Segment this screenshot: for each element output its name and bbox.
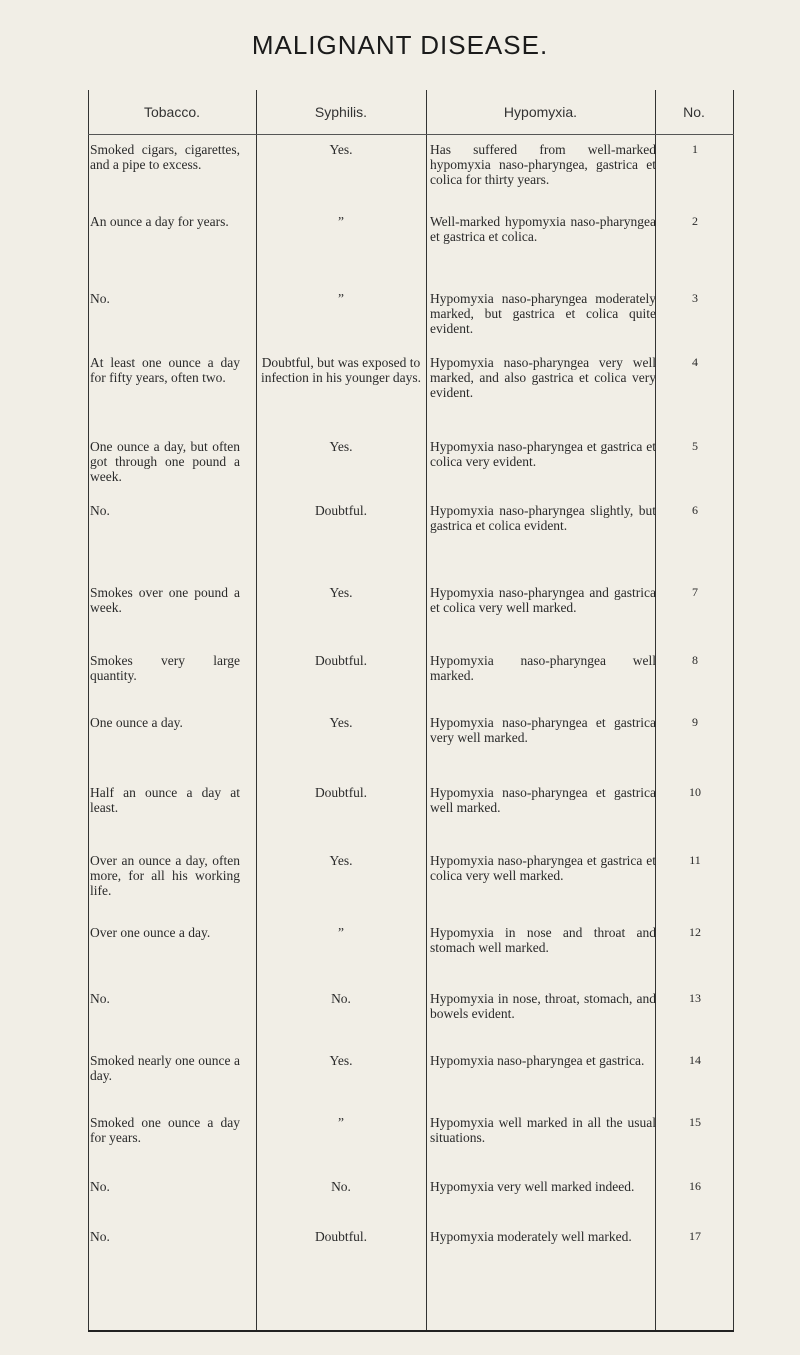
cell-syphilis: Doubtful. xyxy=(314,503,368,518)
cell-tobacco: Smoked one ounce a day for years. xyxy=(90,1115,240,1145)
header-rule xyxy=(88,134,734,135)
cell-tobacco: No. xyxy=(90,1229,110,1244)
cell-tobacco: At least one ounce a day for fifty years, often two. xyxy=(90,355,240,385)
cell-case-number: 16 xyxy=(689,1179,701,1193)
cell-syphilis: ” xyxy=(338,1115,344,1130)
cell-case-number: 15 xyxy=(689,1115,701,1129)
cell-case-number: 6 xyxy=(692,503,698,517)
cell-hypomyxia: Hypomyxia in nose and throat and stomach well marked. xyxy=(430,925,656,955)
cell-tobacco: No. xyxy=(90,1179,110,1194)
cell-tobacco: One ounce a day. xyxy=(90,715,183,730)
cell-tobacco: One ounce a day, but often got through one pound a week. xyxy=(90,439,240,484)
cell-hypomyxia: Has suffered from well-marked hypomyxia naso-pharyngea, gastrica et colica for thirty years. xyxy=(430,142,656,187)
cell-tobacco: Over an ounce a day, often more, for all his working life. xyxy=(90,853,240,898)
cell-tobacco: Smoked nearly one ounce a day. xyxy=(90,1053,240,1083)
cell-syphilis: Doubtful. xyxy=(314,785,368,800)
cell-syphilis: Yes. xyxy=(329,1053,353,1068)
cell-hypomyxia: Hypomyxia naso-pharyngea slightly, but gastrica et colica evident. xyxy=(430,503,656,533)
page-title: MALIGNANT DISEASE. xyxy=(251,30,549,60)
cell-syphilis: Yes. xyxy=(329,439,353,454)
bottom-rule xyxy=(88,1330,734,1332)
cell-syphilis: ” xyxy=(338,291,344,306)
cell-case-number: 12 xyxy=(689,925,701,939)
cell-hypomyxia: Hypomyxia naso-pharyngea et gastrica. xyxy=(430,1053,645,1068)
cell-case-number: 4 xyxy=(692,355,698,369)
cell-case-number: 1 xyxy=(692,142,698,156)
cell-case-number: 11 xyxy=(689,853,701,867)
header-no: No. xyxy=(683,104,705,120)
cell-case-number: 3 xyxy=(692,291,698,305)
column-divider xyxy=(256,90,257,1330)
cell-case-number: 8 xyxy=(692,653,698,667)
cell-hypomyxia: Hypomyxia naso-pharyngea et gastrica et colica very well marked. xyxy=(430,853,656,883)
cell-hypomyxia: Hypomyxia moderately well marked. xyxy=(430,1229,632,1244)
cell-hypomyxia: Hypomyxia well marked in all the usual situations. xyxy=(430,1115,656,1145)
header-syphilis: Syphilis. xyxy=(314,104,368,120)
smoking-syphilis-hypomyxia-table xyxy=(88,90,734,1332)
cell-tobacco: No. xyxy=(90,991,110,1006)
cell-tobacco: Half an ounce a day at least. xyxy=(90,785,240,815)
cell-hypomyxia: Well-marked hypomyxia naso-pharyngea et gastrica et colica. xyxy=(430,214,656,244)
cell-tobacco: An ounce a day for years. xyxy=(90,214,229,229)
header-tobacco: Tobacco. xyxy=(143,104,201,120)
cell-tobacco: Over one ounce a day. xyxy=(90,925,211,940)
cell-case-number: 17 xyxy=(689,1229,701,1243)
cell-case-number: 5 xyxy=(692,439,698,453)
column-divider xyxy=(426,90,427,1330)
cell-hypomyxia: Hypomyxia in nose, throat, stomach, and bowels evident. xyxy=(430,991,656,1021)
cell-syphilis: Doubtful. xyxy=(314,653,368,668)
cell-case-number: 14 xyxy=(689,1053,701,1067)
cell-case-number: 13 xyxy=(689,991,701,1005)
cell-syphilis: No. xyxy=(331,1179,351,1194)
cell-hypomyxia: Hypomyxia very well marked indeed. xyxy=(430,1179,635,1194)
cell-tobacco: No. xyxy=(90,503,110,518)
cell-hypomyxia: Hypomyxia naso-pharyngea et gastrica very well marked. xyxy=(430,715,656,745)
cell-syphilis: Doubtful, but was exposed to infection in his younger days. xyxy=(260,355,422,385)
cell-case-number: 10 xyxy=(689,785,701,799)
cell-syphilis: ” xyxy=(338,925,344,940)
cell-syphilis: Doubtful. xyxy=(314,1229,368,1244)
cell-syphilis: Yes. xyxy=(329,715,353,730)
cell-syphilis: Yes. xyxy=(329,142,353,157)
cell-hypomyxia: Hypomyxia naso-pharyngea et gastrica et colica very evident. xyxy=(430,439,656,469)
cell-hypomyxia: Hypomyxia naso-pharyngea well marked. xyxy=(430,653,656,683)
cell-hypomyxia: Hypomyxia naso-pharyngea very well marked, and also gastrica et colica very evident. xyxy=(430,355,656,400)
cell-syphilis: No. xyxy=(331,991,351,1006)
cell-tobacco: Smoked cigars, cigarettes, and a pipe to excess. xyxy=(90,142,240,172)
cell-syphilis: Yes. xyxy=(329,585,353,600)
cell-tobacco: Smokes very large quantity. xyxy=(90,653,240,683)
cell-syphilis: ” xyxy=(338,214,344,229)
cell-case-number: 2 xyxy=(692,214,698,228)
cell-hypomyxia: Hypomyxia naso-pharyngea and gastrica et colica very well marked. xyxy=(430,585,656,615)
cell-tobacco: Smokes over one pound a week. xyxy=(90,585,240,615)
header-hypomyxia: Hypomyxia. xyxy=(503,104,578,120)
cell-case-number: 9 xyxy=(692,715,698,729)
cell-case-number: 7 xyxy=(692,585,698,599)
cell-hypomyxia: Hypomyxia naso-pharyngea et gastrica well marked. xyxy=(430,785,656,815)
column-divider xyxy=(733,90,734,1330)
cell-syphilis: Yes. xyxy=(329,853,353,868)
cell-hypomyxia: Hypomyxia naso-pharyngea moderately marked, but gastrica et colica quite evident. xyxy=(430,291,656,336)
cell-tobacco: No. xyxy=(90,291,110,306)
